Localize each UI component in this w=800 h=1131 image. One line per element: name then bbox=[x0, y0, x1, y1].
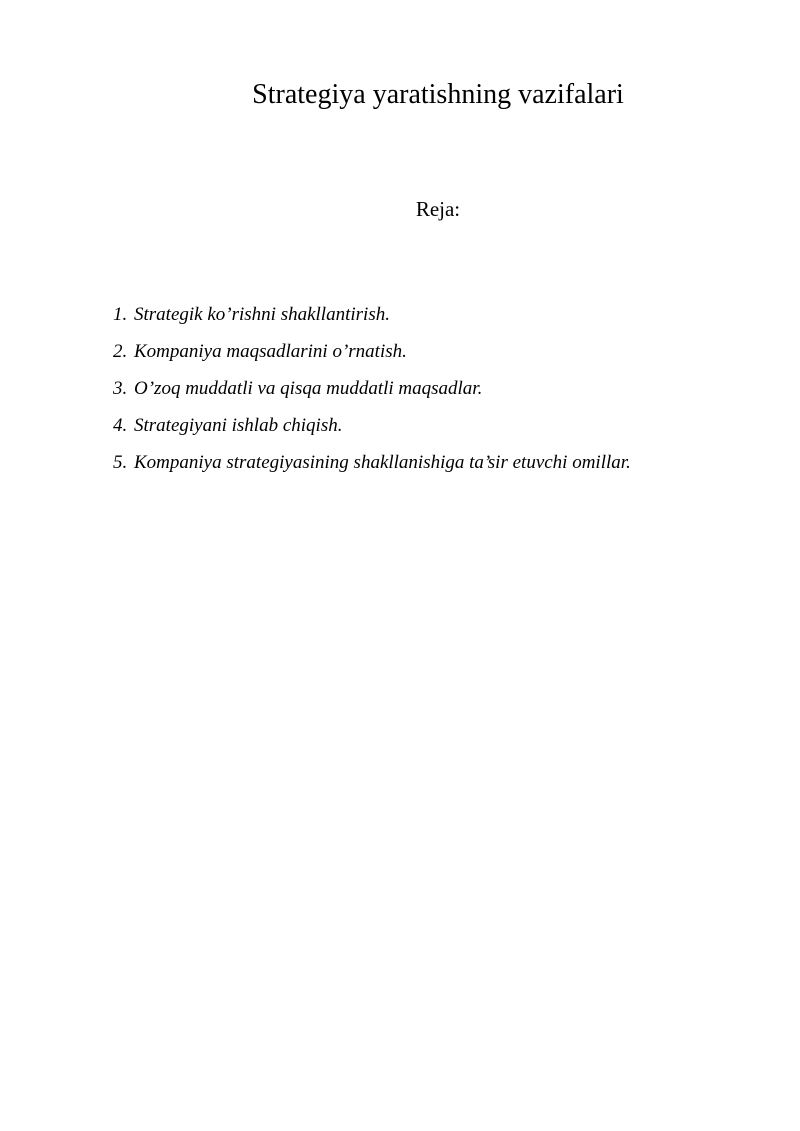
plan-item bbox=[113, 333, 631, 370]
plan-item-text: Strategiyani ishlab chiqish. bbox=[134, 415, 343, 436]
plan-heading: Reja: bbox=[415, 197, 461, 221]
plan-item-text: Kompaniya maqsadlarini o’rnatish. bbox=[134, 341, 407, 362]
plan-item bbox=[113, 296, 631, 333]
plan-item-number: 4. bbox=[113, 415, 128, 436]
page-title: Strategiya yaratishning vazifalari bbox=[252, 79, 624, 110]
plan-item-number: 3. bbox=[113, 378, 128, 399]
plan-item-text: O’zoq muddatli va qisqa muddatli maqsadlar. bbox=[134, 378, 483, 399]
plan-item-number: 2. bbox=[113, 341, 128, 362]
plan-item-text: Strategik ko’rishni shakllantirish. bbox=[134, 304, 390, 325]
plan-item-text: Kompaniya strategiyasining shakllanishiga ta’sir etuvchi omillar. bbox=[134, 452, 631, 473]
plan-item bbox=[113, 407, 631, 444]
plan-list bbox=[113, 296, 631, 481]
plan-item bbox=[113, 444, 631, 481]
plan-item bbox=[113, 370, 631, 407]
plan-item-number: 5. bbox=[113, 452, 128, 473]
plan-item-number: 1. bbox=[113, 304, 128, 325]
